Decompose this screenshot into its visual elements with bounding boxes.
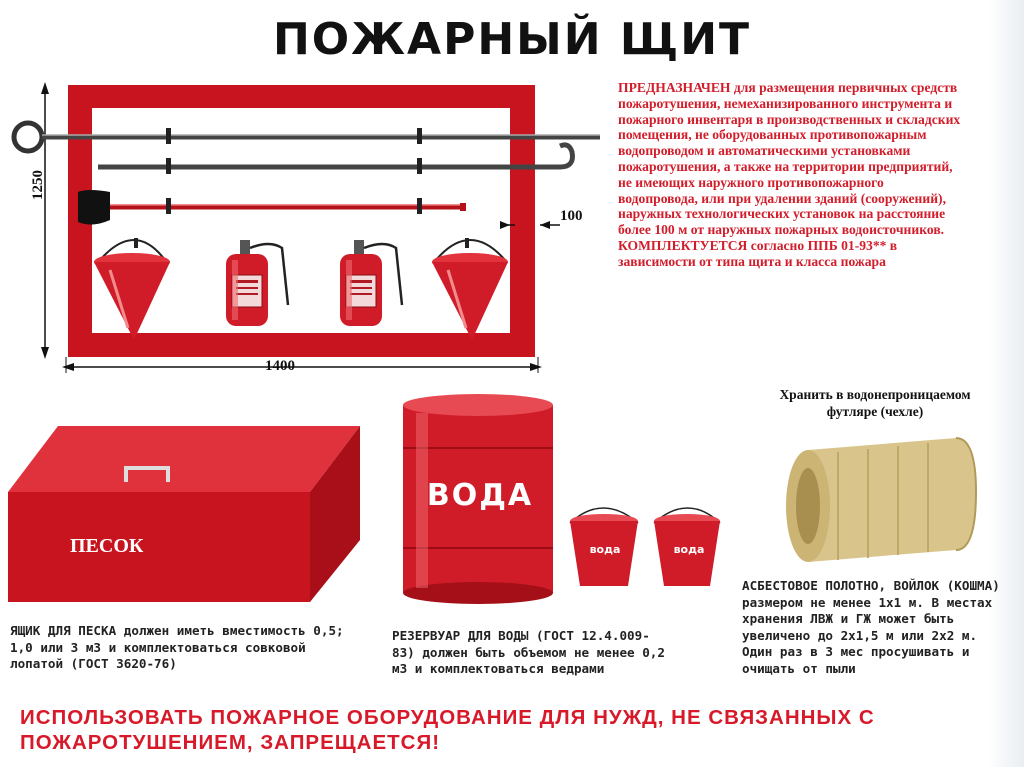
fire-board-illustration <box>0 70 615 380</box>
gap-dimension: 100 <box>560 208 583 224</box>
felt-caption: АСБЕСТОВОЕ ПОЛОТНО, ВОЙЛОК (КОШМА) размером не менее 1х1 м. В местах хранения ЛВЖ и ГЖ может быть увеличено до 2х1,5 м или 2х2 м. Один раз в 3 мес просушивать и очищать от пыли <box>742 578 1000 676</box>
sand-box-caption: ЯЩИК ДЛЯ ПЕСКА должен иметь вместимость 0,5; 1,0 или 3 м3 и комплектоваться совковой лопатой (ГОСТ 3620-76) <box>10 623 344 671</box>
intro-label: ПРЕДНАЗНАЧЕН <box>618 80 731 95</box>
page-title: ПОЖАРНЫЙ ЩИТ <box>272 14 752 65</box>
felt-roll-illustration <box>778 432 980 577</box>
intro-text: для размещения первичных средств пожаротушения, немеханизированного инструмента и пожарного инвентаря в производственных и складских помещения, не оборудованных противопожарным водопроводом и автоматическими установками пожаротушения, а также на территории предприятий, не имеющих наружного противопожарного водопровода, или при удалении зданий (сооружений), наружных технологических установок на расстояние более 100 м от наружных пожарных водоисточников. <box>618 80 961 238</box>
board-description <box>618 80 963 270</box>
complete-text: согласно ППБ 01-93** в зависимости от типа щита и класса пожара <box>618 237 898 269</box>
complete-label: КОМПЛЕКТУЕТСЯ <box>618 237 748 253</box>
height-dimension: 1250 <box>30 170 46 200</box>
warning-text: ИСПОЛЬЗОВАТЬ ПОЖАРНОЕ ОБОРУДОВАНИЕ ДЛЯ НУЖД, НЕ СВЯЗАННЫХ С ПОЖАРОТУШЕНИЕМ, ЗАПРЕЩАЕТСЯ! <box>20 706 875 754</box>
width-dimension: 1400 <box>265 358 295 374</box>
bucket-label-right: вода <box>673 543 705 556</box>
water-tank-caption: РЕЗЕРВУАР ДЛЯ ВОДЫ (ГОСТ 12.4.009-83) должен быть объемом не менее 0,2 м3 и комплектоваться ведрами <box>392 628 665 676</box>
storage-note: Хранить в водонепроницаемом футляре (чехле) <box>779 387 971 419</box>
bucket-label-left: вода <box>589 543 621 556</box>
sand-box-illustration <box>8 420 368 605</box>
sand-box-label: ПЕСОК <box>70 535 144 557</box>
water-tank-label: ВОДА <box>426 478 534 513</box>
